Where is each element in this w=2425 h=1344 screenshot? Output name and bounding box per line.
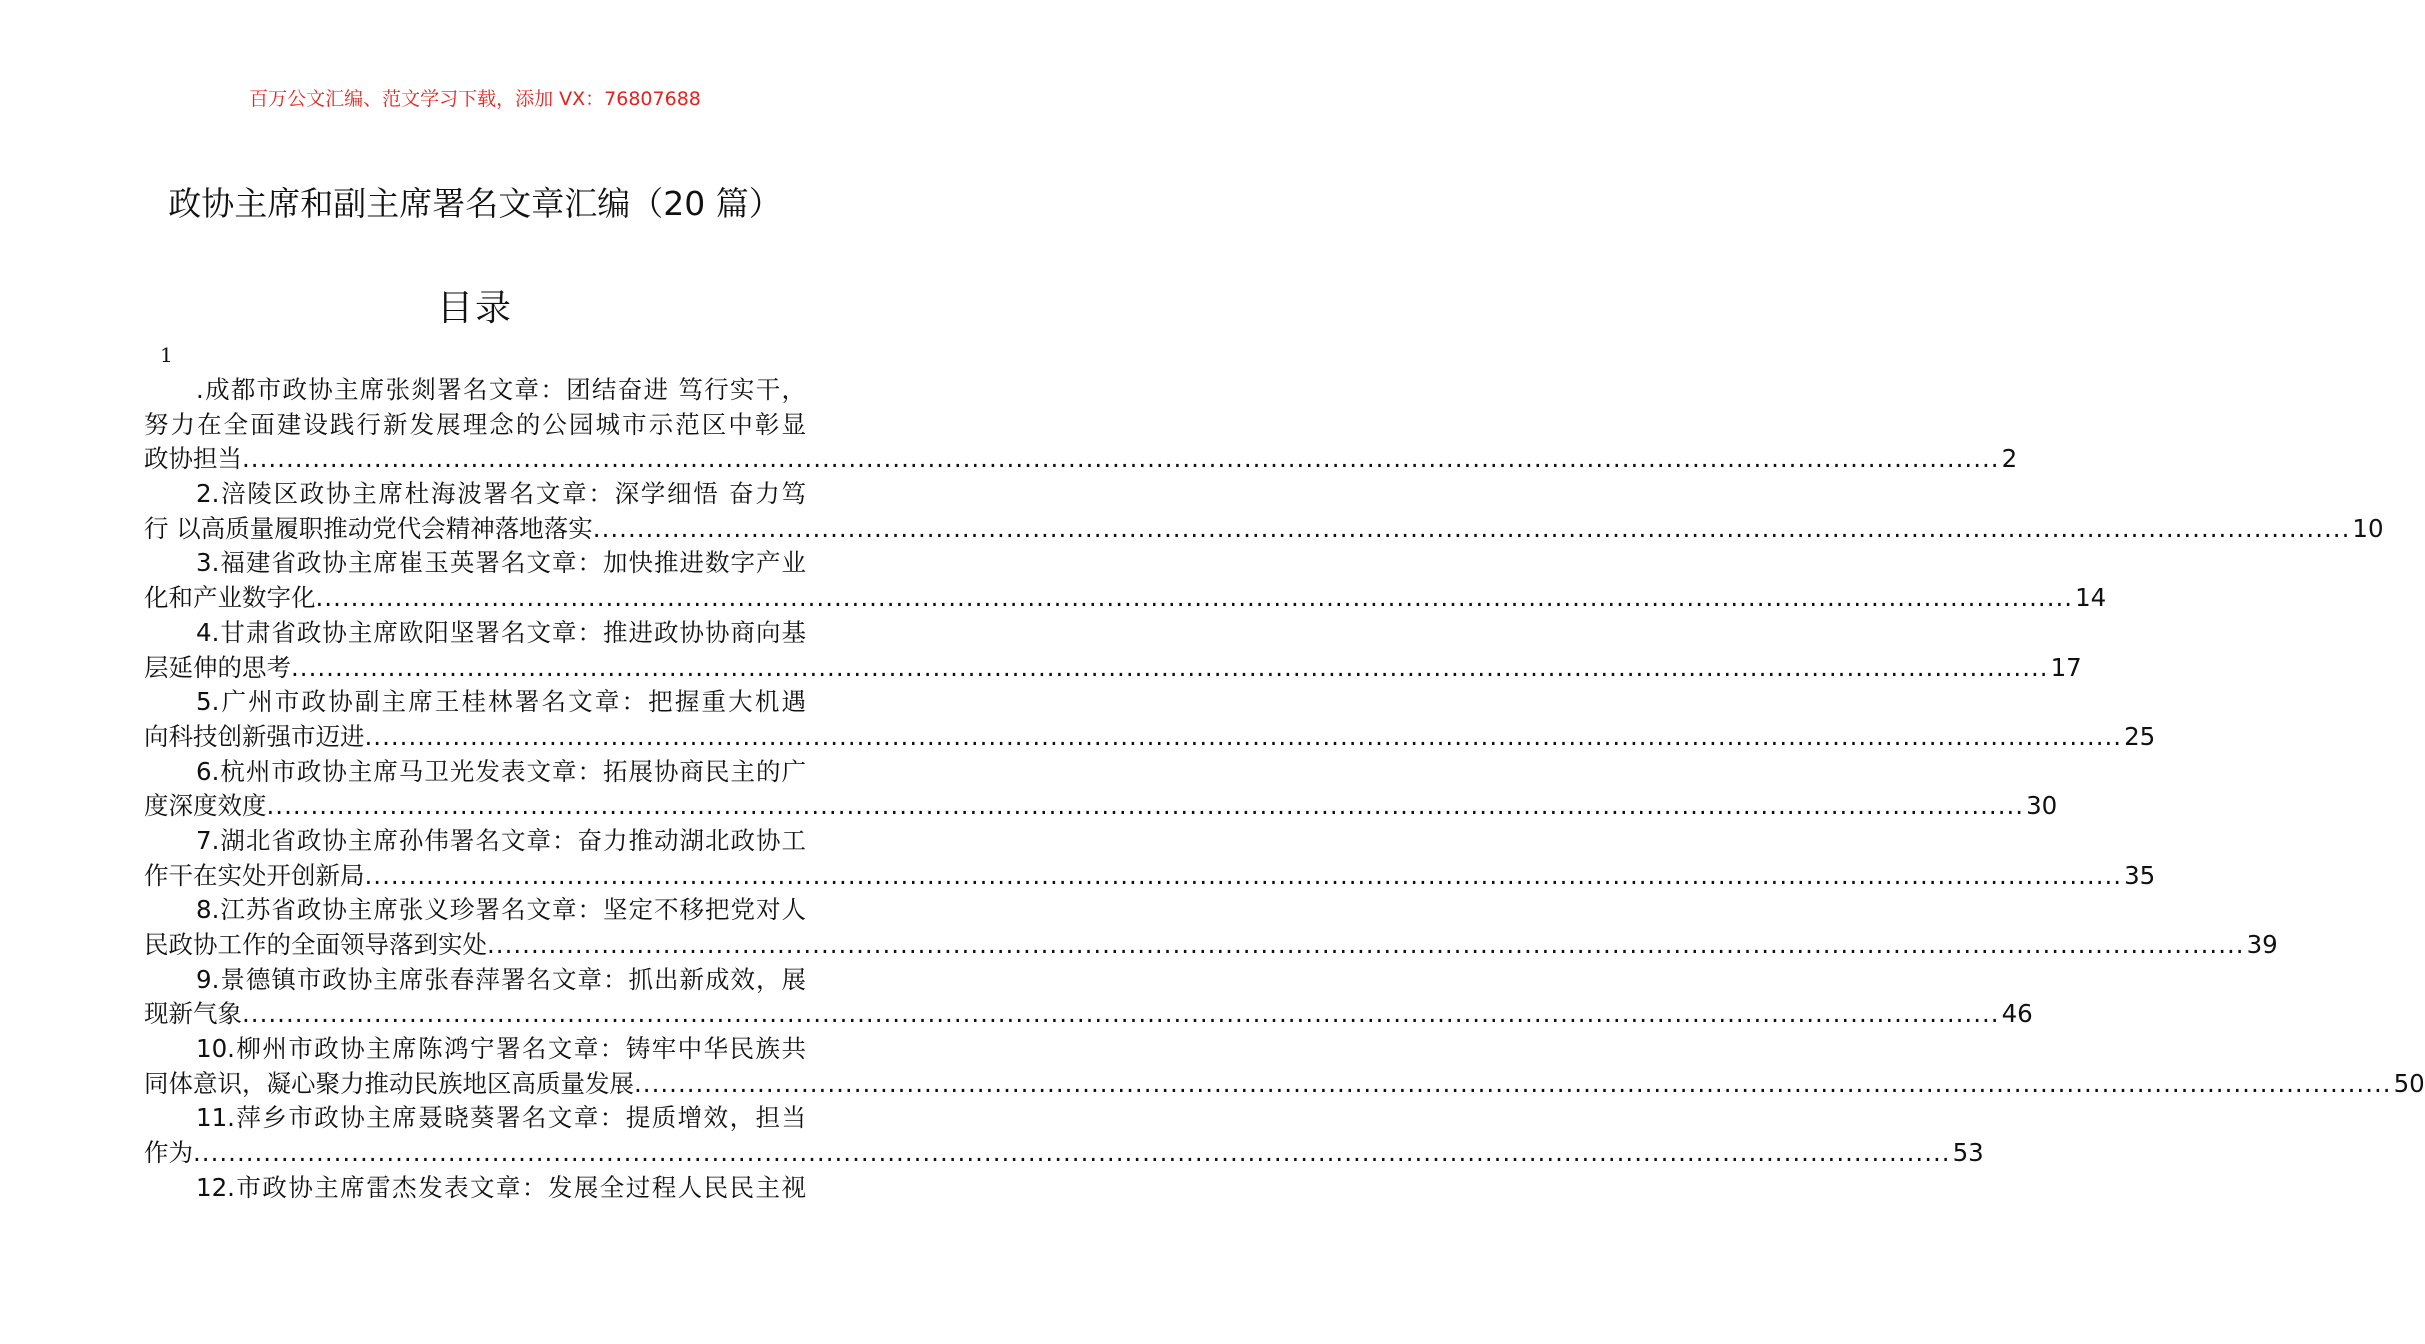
toc-entry-text: 政协担当 bbox=[144, 444, 242, 474]
dot-leader: ........................................................................................................................................................................................................ bbox=[315, 583, 2074, 613]
toc-entry-line bbox=[144, 651, 2082, 686]
toc-entry-line bbox=[144, 789, 2058, 824]
toc-entry-line bbox=[144, 616, 806, 651]
document-title: 政协主席和副主席署名文章汇编（20 篇） bbox=[168, 184, 782, 223]
toc-entry-text: 8.江苏省政协主席张义珍署名文章：坚定不移把党对人 bbox=[196, 895, 806, 925]
toc-entry-text: 6.杭州市政协主席马卫光发表文章：拓展协商民主的广 bbox=[196, 756, 806, 786]
dot-leader: ........................................................................................................................................................................................................ bbox=[364, 721, 2123, 751]
toc-entry[interactable] bbox=[144, 546, 2107, 615]
toc-entry-line bbox=[144, 755, 806, 790]
toc-entry-line bbox=[144, 859, 2156, 894]
toc-entry-line bbox=[144, 477, 806, 512]
toc-entry[interactable] bbox=[144, 755, 2058, 824]
toc-entry-text: 同体意识，凝心聚力推动民族地区高质量发展 bbox=[144, 1068, 634, 1098]
toc-entry-text: 作干在实处开创新局 bbox=[144, 860, 365, 890]
toc-entry-text: 11.萍乡市政协主席聂晓葵署名文章：提质增效，担当 bbox=[196, 1103, 806, 1133]
toc-entry-text: 作为 bbox=[144, 1138, 193, 1168]
toc-page-number: 10 bbox=[2352, 513, 2384, 543]
dot-leader: ........................................................................................................................................................................................................ bbox=[266, 791, 2025, 821]
dot-leader: ........................................................................................................................................................................................................ bbox=[634, 1068, 2392, 1098]
toc-entry[interactable] bbox=[144, 1032, 2425, 1101]
toc-entry-line bbox=[144, 1101, 806, 1136]
toc-page-number: 50 bbox=[2393, 1068, 2425, 1098]
toc-entry[interactable] bbox=[144, 1101, 1984, 1170]
toc-page-number: 30 bbox=[2026, 791, 2058, 821]
toc-entry[interactable] bbox=[144, 616, 2082, 685]
toc-entry-text: 努力在全面建设践行新发展理念的公园城市示范区中彰显 bbox=[144, 409, 806, 439]
toc-entry-text: 12.市政协主席雷杰发表文章：发展全过程人民民主视 bbox=[196, 1172, 806, 1202]
toc-entry-line bbox=[144, 408, 806, 443]
toc-entry-line bbox=[144, 685, 806, 720]
toc-page-number: 35 bbox=[2124, 860, 2156, 890]
toc-entry[interactable] bbox=[144, 1171, 806, 1206]
toc-page-number: 46 bbox=[2001, 999, 2033, 1029]
toc-entry-text: 行 以高质量履职推动党代会精神落地落实 bbox=[144, 513, 593, 543]
toc-entry-text: 度深度效度 bbox=[144, 791, 267, 821]
dot-leader: ........................................................................................................................................................................................................ bbox=[193, 1138, 1951, 1168]
toc-entry-text: 民政协工作的全面领导落到实处 bbox=[144, 930, 487, 959]
toc-entry-line bbox=[144, 824, 806, 859]
toc-entry-text: .成都市政协主席张剡署名文章：团结奋进 笃行实干， bbox=[196, 375, 806, 404]
toc-entry-line bbox=[144, 997, 2033, 1032]
toc-entry-text: 4.甘肃省政协主席欧阳坚署名文章：推进政协协商向基 bbox=[196, 617, 806, 647]
toc-entry-line bbox=[144, 928, 2278, 963]
dot-leader: ........................................................................................................................................................................................................ bbox=[592, 513, 2351, 543]
toc-page-number: 2 bbox=[2001, 444, 2018, 474]
table-of-contents bbox=[144, 373, 2425, 1206]
toc-entry-text: 2.涪陵区政协主席杜海波署名文章：深学细悟 奋力笃 bbox=[196, 479, 806, 509]
toc-page-number: 25 bbox=[2124, 721, 2156, 751]
toc-entry-line bbox=[144, 442, 2018, 477]
toc-entry[interactable] bbox=[144, 893, 2278, 962]
toc-entry-line bbox=[144, 373, 806, 408]
toc-page-number: 39 bbox=[2246, 930, 2278, 959]
toc-page-number: 17 bbox=[2050, 652, 2082, 682]
toc-entry-line bbox=[144, 1067, 2425, 1102]
toc-entry-text: 现新气象 bbox=[144, 999, 242, 1029]
toc-entry[interactable] bbox=[144, 824, 2156, 893]
toc-entry-line bbox=[144, 581, 2107, 616]
dot-leader: ........................................................................................................................................................................................................ bbox=[291, 652, 2049, 682]
dot-leader: ........................................................................................................................................................................................................ bbox=[364, 860, 2123, 890]
toc-entry-line bbox=[144, 720, 2156, 755]
toc-page-number: 14 bbox=[2075, 583, 2107, 613]
toc-entry-text: 5.广州市政协副主席王桂林署名文章：把握重大机遇 bbox=[196, 687, 806, 717]
dot-leader: ........................................................................................................................................................................................................ bbox=[242, 444, 2000, 474]
toc-entry-text: 10.柳州市政协主席陈鸿宁署名文章：铸牢中华民族共 bbox=[196, 1034, 806, 1064]
toc-entry[interactable] bbox=[144, 373, 2018, 477]
toc-entry-line bbox=[144, 1032, 806, 1067]
toc-entry-text: 7.湖北省政协主席孙伟署名文章：奋力推动湖北政协工 bbox=[196, 825, 806, 855]
toc-entry[interactable] bbox=[144, 685, 2156, 754]
toc-entry[interactable] bbox=[144, 963, 2033, 1032]
toc-entry-line bbox=[144, 546, 806, 581]
toc-entry-line bbox=[144, 512, 2384, 547]
toc-entry-text: 9.景德镇市政协主席张春萍署名文章：抓出新成效，展 bbox=[196, 964, 806, 994]
watermark-banner: 百万公文汇编、范文学习下载，添加 VX：76807688 bbox=[249, 88, 701, 110]
toc-entry-text: 层延伸的思考 bbox=[144, 652, 291, 682]
dot-leader: ........................................................................................................................................................................................................ bbox=[487, 930, 2245, 959]
toc-entry-line bbox=[144, 1171, 806, 1206]
toc-entry[interactable] bbox=[144, 477, 2384, 546]
toc-heading: 目录 bbox=[436, 288, 513, 329]
toc-entry-text: 向科技创新强市迈进 bbox=[144, 721, 365, 751]
toc-entry-text: 化和产业数字化 bbox=[144, 583, 316, 613]
toc-page-number: 53 bbox=[1952, 1138, 1984, 1168]
toc-entry-line bbox=[144, 963, 806, 998]
dot-leader: ........................................................................................................................................................................................................ bbox=[242, 999, 2000, 1029]
toc-entry-line bbox=[144, 893, 806, 928]
toc-first-number: 1 bbox=[160, 343, 173, 367]
toc-entry-line bbox=[144, 1136, 1984, 1171]
toc-entry-text: 3.福建省政协主席崔玉英署名文章：加快推进数字产业 bbox=[196, 548, 806, 578]
